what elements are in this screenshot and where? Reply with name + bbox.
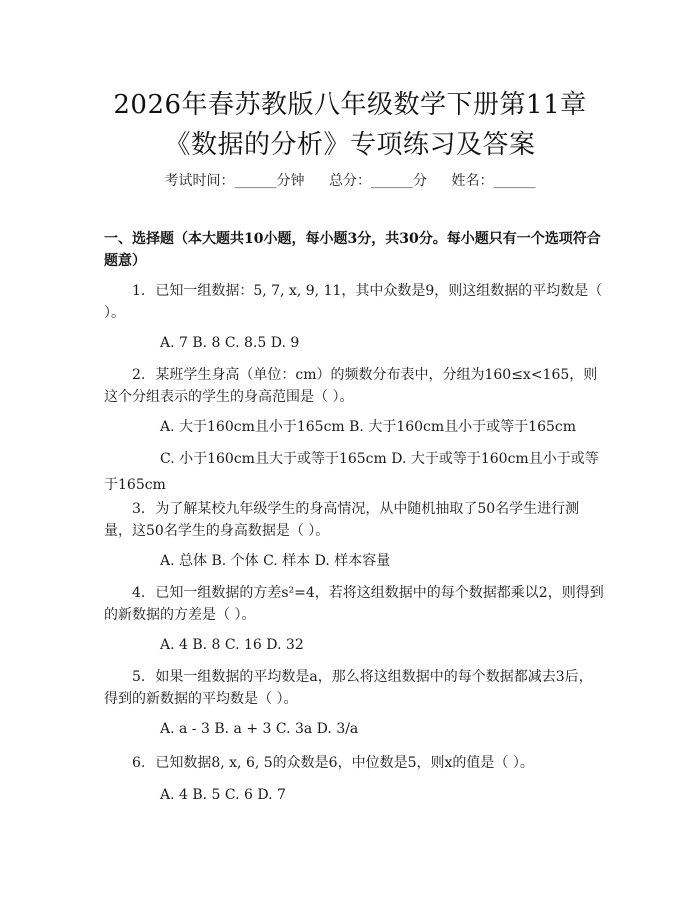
question-3-options: A. 总体 B. 个体 C. 样本 D. 样本容量: [160, 553, 391, 569]
question-number: 2.: [132, 367, 146, 383]
exam-score: 总分：______分: [329, 173, 427, 189]
question-1-options: A. 7 B. 8 C. 8.5 D. 9: [160, 335, 300, 351]
question-number: 1.: [132, 283, 146, 299]
question-number: 3.: [132, 501, 146, 517]
question-number: 5.: [132, 669, 146, 685]
question-1: [104, 280, 604, 324]
question-2-options-line-2: C. 小于160cm且大于或等于165cm D. 大于或等于160cm且小于或等于165cm: [104, 451, 599, 493]
document-title-line-1: 2026年春苏教版八年级数学下册第11章: [113, 90, 587, 120]
question-number: 4.: [132, 585, 146, 601]
question-6: [104, 752, 604, 774]
exam-time: 考试时间：______分钟: [164, 173, 305, 189]
question-text: 某班学生身高（单位：cm）的频数分布表中，分组为160≤x<165，则这个分组表示的学生的身高范围是（ ）。: [104, 367, 598, 405]
question-4: [104, 582, 604, 626]
question-4-options: A. 4 B. 8 C. 16 D. 32: [160, 637, 304, 653]
question-3: [104, 498, 604, 542]
question-5-options: A. a - 3 B. a + 3 C. 3a D. 3/a: [160, 721, 359, 737]
question-5: [104, 666, 604, 710]
student-name: 姓名：______: [451, 173, 536, 189]
question-text: 已知一组数据：5, 7, x, 9, 11，其中众数是9，则这组数据的平均数是（ ）。: [104, 283, 603, 321]
question-text: 为了解某校九年级学生的身高情况，从中随机抽取了50名学生进行测量，这50名学生的身高数据是（ ）。: [104, 501, 580, 539]
section-heading: 一、选择题（本大题共10小题，每小题3分，共30分。每小题只有一个选项符合题意）: [104, 231, 601, 269]
document-title-line-2: 《数据的分析》专项练习及答案: [164, 130, 536, 160]
question-number: 6.: [132, 755, 146, 771]
question-text: 已知数据8, x, 6, 5的众数是6，中位数是5，则x的值是（ ）。: [155, 755, 534, 771]
exam-meta: [0, 170, 700, 190]
question-2: [104, 364, 604, 408]
question-text: 已知一组数据的方差s²=4，若将这组数据中的每个数据都乘以2，则得到的新数据的方差是（ ）。: [104, 585, 604, 623]
question-2-options-line-1: A. 大于160cm且小于165cm B. 大于160cm且小于或等于165cm: [160, 419, 577, 435]
question-text: 如果一组数据的平均数是a，那么将这组数据中的每个数据都减去3后，得到的新数据的平均数是（ ）。: [104, 669, 593, 707]
question-6-options: A. 4 B. 5 C. 6 D. 7: [160, 787, 286, 803]
